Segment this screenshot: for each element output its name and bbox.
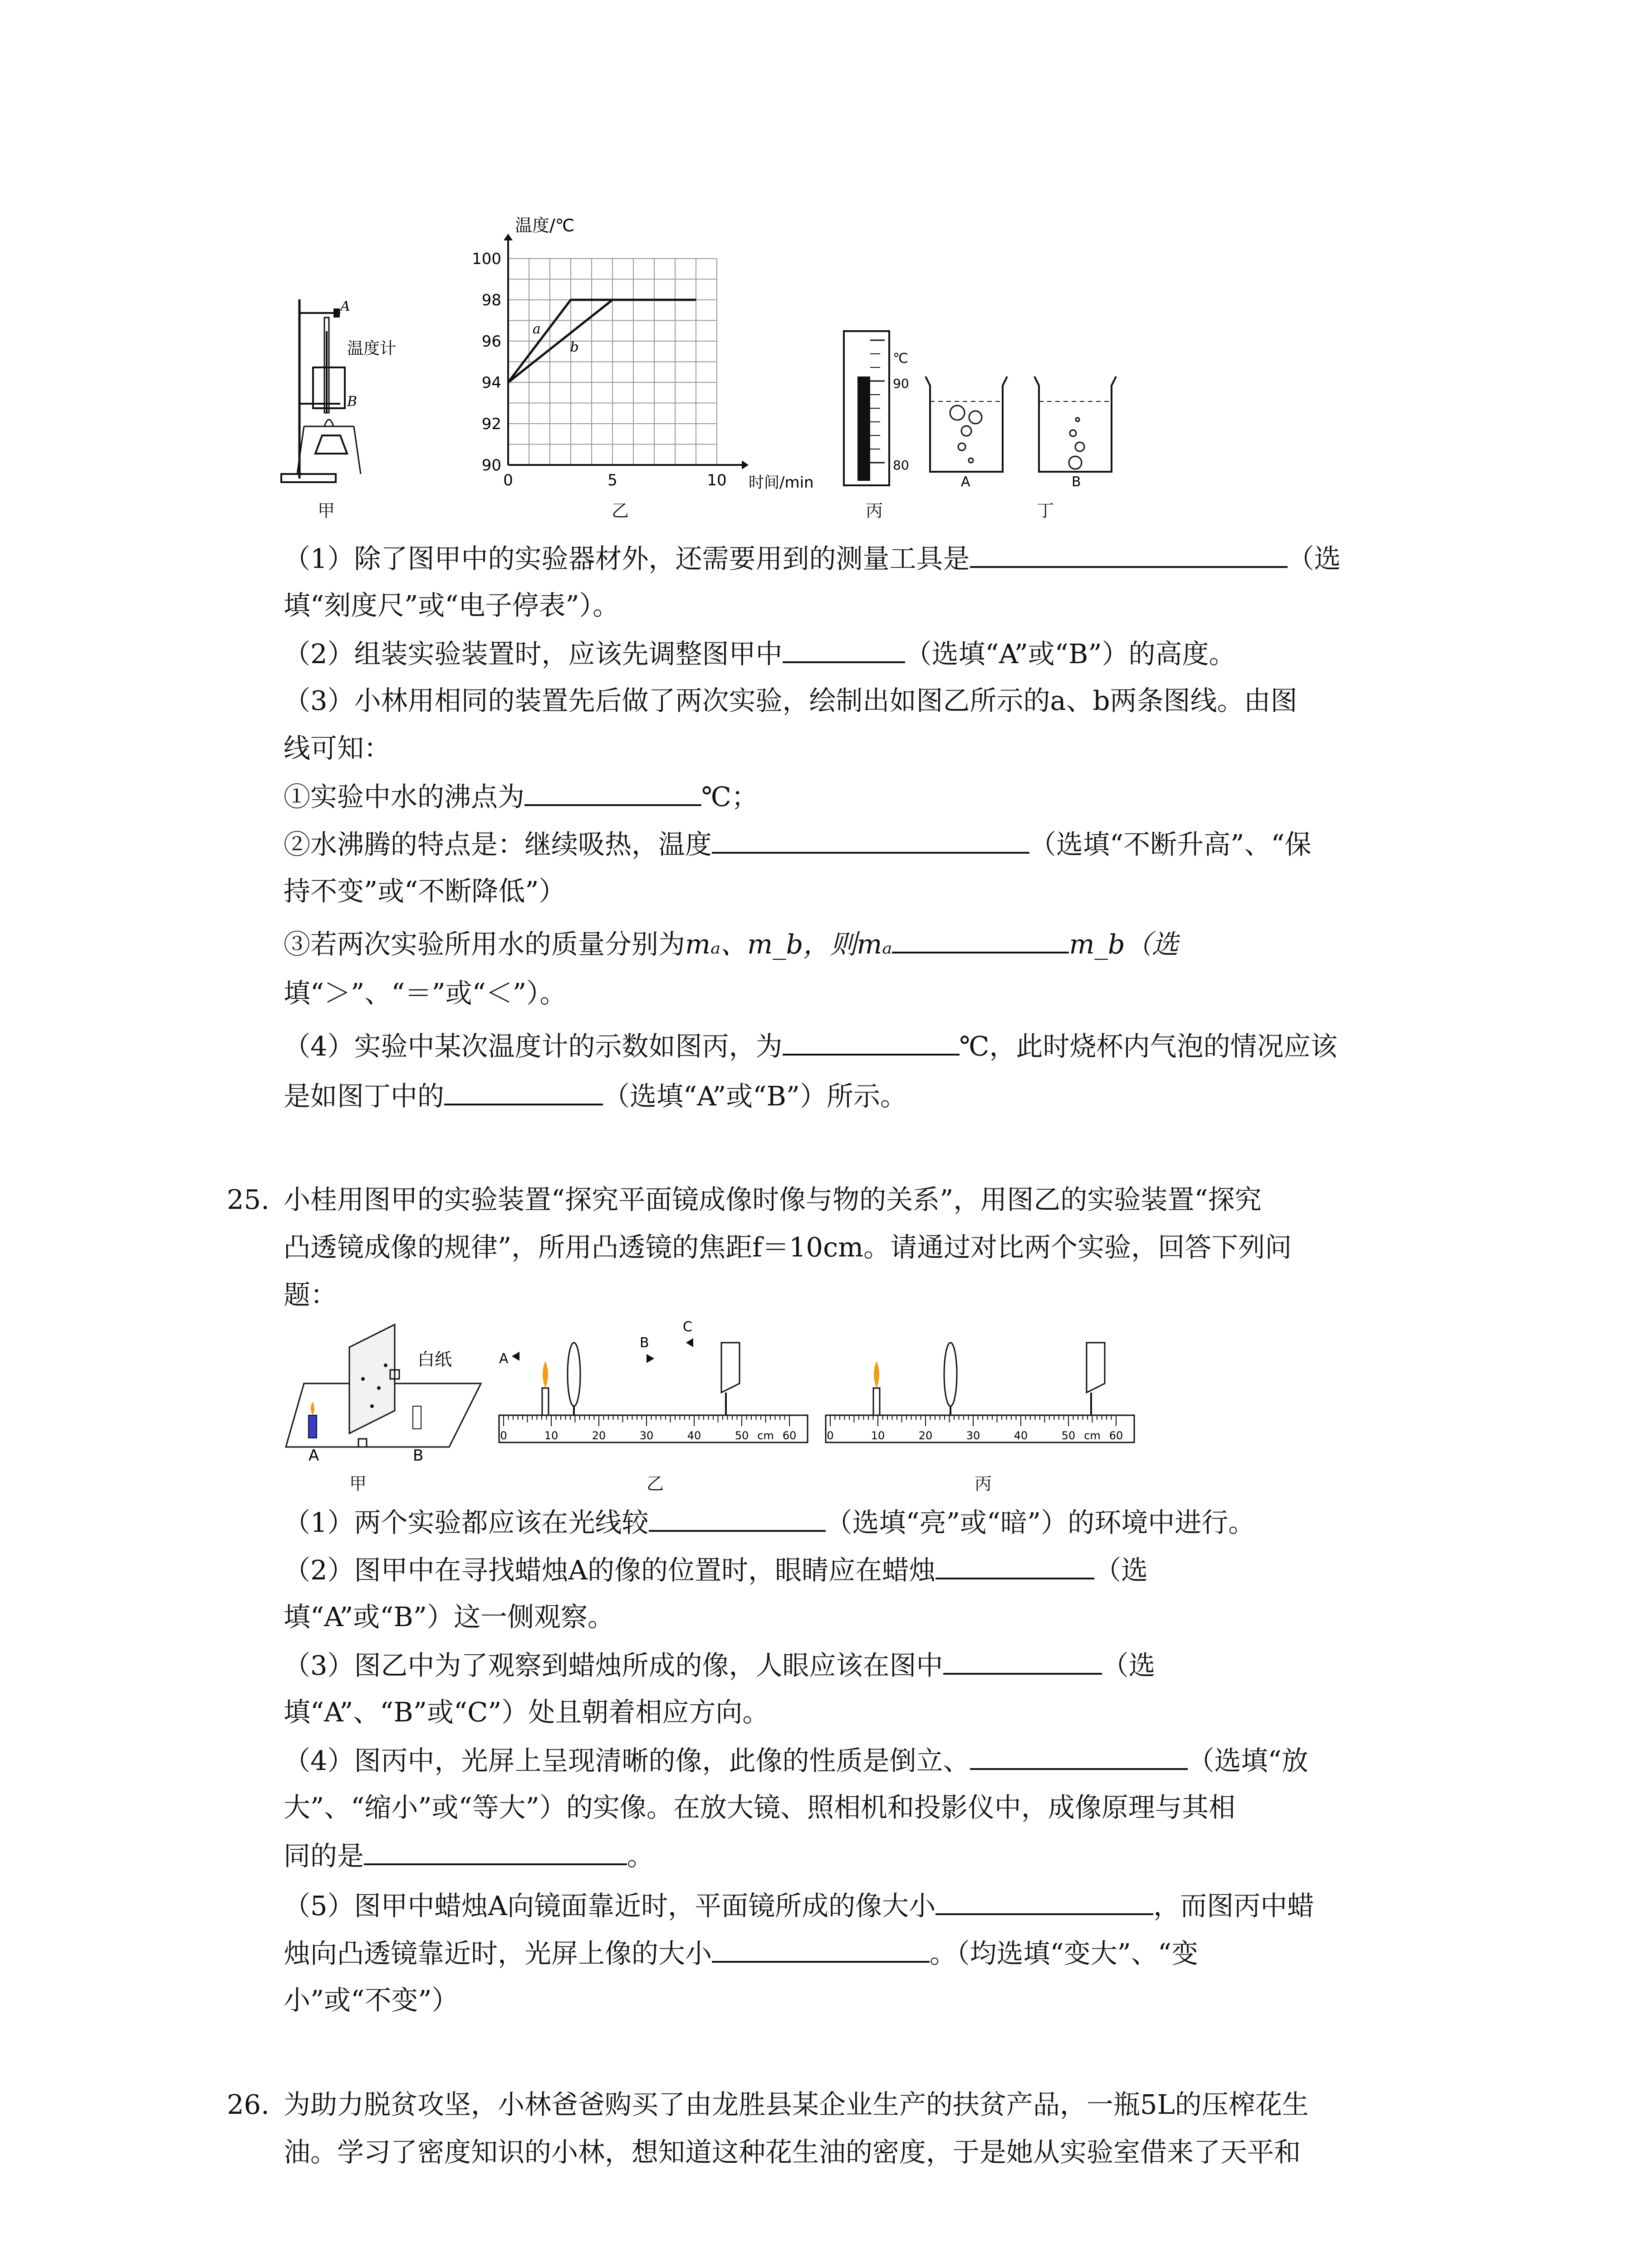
series-label-a: a xyxy=(532,321,541,337)
thermo-tick-90: 90 xyxy=(893,376,909,391)
ruler-label: 20 xyxy=(592,1429,606,1442)
ruler-label: 0 xyxy=(500,1429,507,1442)
q25-p1: （1）两个实验都应该在光线较 （选填“亮”或“暗”）的环境中进行。 xyxy=(284,1504,1255,1541)
q25-line-3: 题： xyxy=(284,1279,338,1310)
ruler-label: 60 xyxy=(782,1429,797,1442)
q26-line-1: 为助力脱贫攻坚，小林爸爸购买了由龙胜县某企业生产的扶贫产品，一瓶5L的压榨花生 xyxy=(284,2089,1309,2120)
q24-line-7: ②水沸腾的特点是：继续吸热，温度 （选填“不断升高”、“保 xyxy=(284,826,1312,863)
y-tick-label: 100 xyxy=(472,250,501,268)
thermo-tick-80: 80 xyxy=(893,458,909,473)
eye-b-icon xyxy=(647,1354,654,1363)
thermo-unit: ℃ xyxy=(893,351,908,367)
ruler-label: 40 xyxy=(1014,1429,1028,1442)
q25-p2: （2）图甲中在寻找蜡烛A的像的位置时，眼睛应在蜡烛 （选 xyxy=(284,1551,1148,1589)
ruler-label: 0 xyxy=(827,1429,834,1442)
y-tick-label: 98 xyxy=(481,291,501,309)
ruler-label: 50 xyxy=(735,1429,749,1442)
q25-line-2: 凸透镜成像的规律”，所用凸透镜的焦距f＝10cm。请通过对比两个实验，回答下列问 xyxy=(284,1232,1292,1263)
x-tick-label: 5 xyxy=(607,471,617,489)
eye-a-icon xyxy=(512,1352,519,1361)
label-thermometer: 温度计 xyxy=(347,339,397,358)
q25-p3: （3）图乙中为了观察到蜡烛所成的像，人眼应该在图中 （选 xyxy=(284,1647,1156,1684)
figure-jia-apparatus xyxy=(272,290,426,485)
q25-blank-2[interactable] xyxy=(936,1551,1094,1579)
beaker-a-label: A xyxy=(961,474,970,490)
chart-xlabel: 时间/min xyxy=(749,474,814,492)
caption-bing: 丙 xyxy=(866,501,883,521)
q24-line-11: （4）实验中某次温度计的示数如图丙，为 ℃，此时烧杯内气泡的情况应该 xyxy=(284,1027,1337,1065)
x-tick-label: 0 xyxy=(503,471,513,489)
figure-optical-bench-bing xyxy=(821,1311,1139,1465)
caption-25-yi: 乙 xyxy=(647,1474,664,1494)
q25-blank-5[interactable] xyxy=(364,1837,627,1865)
candle-a-label: A xyxy=(309,1447,319,1465)
q24-blank-4[interactable] xyxy=(712,826,1029,854)
ruler-label: 30 xyxy=(639,1429,654,1442)
q25-number: 25. xyxy=(227,1184,269,1215)
caption-ding: 丁 xyxy=(1037,501,1054,521)
ruler-label: 30 xyxy=(966,1429,980,1442)
q24-line-2: 填“刻度尺”或“电子停表”）。 xyxy=(284,590,620,621)
q24-line-6: ①实验中水的沸点为 ℃； xyxy=(284,778,758,815)
q25-p3c: 填“A”、“B”或“C”）处且朝着相应方向。 xyxy=(284,1696,769,1728)
q25-p5c: 烛向凸透镜靠近时，光屏上像的大小 。（均选填“变大”、“变 xyxy=(284,1935,1198,1972)
ruler-label: 10 xyxy=(544,1429,558,1442)
q24-blank-1[interactable] xyxy=(970,540,1288,568)
q24-line-3: （2）组装实验装置时，应该先调整图甲中 （选填“A”或“B”）的高度。 xyxy=(284,635,1236,672)
q24-line-4: （3）小林用相同的装置先后做了两次实验，绘制出如图乙所示的a、b两条图线。由图 xyxy=(284,685,1298,716)
ruler-label: 40 xyxy=(687,1429,701,1442)
q24-blank-7[interactable] xyxy=(444,1077,603,1105)
q24-line-5: 线可知： xyxy=(284,733,391,764)
caption-25-bing: 丙 xyxy=(975,1474,992,1494)
q25-blank-7[interactable] xyxy=(712,1935,930,1963)
q24-line-9: ③若两次实验所用水的质量分别为mₐ、m_b，则mₐ m_b（选 xyxy=(284,925,1179,963)
ruler-label: 50 xyxy=(1061,1429,1076,1442)
q25-blank-1[interactable] xyxy=(649,1504,826,1532)
q24-line-1: （1）除了图甲中的实验器材外，还需要用到的测量工具是 （选 xyxy=(284,540,1341,577)
caption-25-jia: 甲 xyxy=(349,1474,367,1494)
figure-optical-bench-yi xyxy=(495,1311,812,1465)
figure-ding-beakers xyxy=(916,367,1130,494)
beaker-b-label: B xyxy=(1072,474,1081,490)
q26-line-2: 油。学习了密度知识的小林，想知道这种花生油的密度，于是她从实验室借来了天平和 xyxy=(284,2136,1301,2168)
q25-p5: （5）图甲中蜡烛A向镜面靠近时，平面镜所成的像大小 ，而图丙中蜡 xyxy=(284,1887,1314,1924)
q25-p5e: 小”或“不变”） xyxy=(284,1984,459,2016)
label-a: A xyxy=(340,298,350,314)
q24-line-8: 持不变”或“不断降低”） xyxy=(284,875,566,907)
chart-ylabel: 温度/℃ xyxy=(515,215,575,235)
ruler-yi xyxy=(499,1415,808,1442)
y-tick-label: 96 xyxy=(481,332,501,351)
y-tick-label: 94 xyxy=(481,374,501,392)
figure-bing-thermometer xyxy=(835,327,916,499)
q25-blank-3[interactable] xyxy=(943,1647,1102,1675)
ruler-label: cm xyxy=(1084,1429,1101,1442)
y-axis-arrow xyxy=(504,234,513,240)
series-label-b: b xyxy=(570,339,579,355)
temperature-time-chart xyxy=(463,213,853,503)
q25-p4c: 大”、“缩小”或“等大”）的实像。在放大镜、照相机和投影仪中，成像原理与其相 xyxy=(284,1792,1235,1823)
x-axis-arrow xyxy=(742,460,749,469)
figure-mirror-setup xyxy=(281,1320,490,1470)
q25-blank-6[interactable] xyxy=(936,1887,1153,1915)
ruler-label: 10 xyxy=(871,1429,885,1442)
paper-label: 白纸 xyxy=(417,1349,452,1369)
caption-jia: 甲 xyxy=(318,501,335,521)
ruler-label: 60 xyxy=(1109,1429,1123,1442)
caption-yi: 乙 xyxy=(612,501,629,521)
eye-c-label: C xyxy=(683,1319,692,1335)
q24-blank-2[interactable] xyxy=(783,635,905,663)
q26-number: 26. xyxy=(227,2089,269,2120)
y-tick-label: 90 xyxy=(481,456,501,474)
q24-line-10: 填“＞”、“＝”或“＜”）。 xyxy=(284,978,567,1009)
q24-line-12: 是如图丁中的 （选填“A”或“B”）所示。 xyxy=(284,1077,907,1114)
q24-blank-6[interactable] xyxy=(783,1027,960,1056)
ruler-label: cm xyxy=(757,1429,774,1442)
y-tick-label: 92 xyxy=(481,415,501,433)
q25-blank-4[interactable] xyxy=(970,1742,1188,1770)
x-tick-label: 10 xyxy=(707,471,727,489)
q25-line-1: 小桂用图甲的实验装置“探究平面镜成像时像与物的关系”，用图乙的实验装置“探究 xyxy=(284,1184,1262,1215)
candle-b-label: B xyxy=(413,1447,424,1465)
q25-p4d: 同的是 。 xyxy=(284,1837,654,1874)
eye-a-label: A xyxy=(499,1351,509,1367)
q25-p4: （4）图丙中，光屏上呈现清晰的像，此像的性质是倒立、 （选填“放 xyxy=(284,1742,1308,1779)
label-b: B xyxy=(347,394,358,410)
q25-p2c: 填“A”或“B”）这一侧观察。 xyxy=(284,1601,614,1633)
ruler-label: 20 xyxy=(918,1429,933,1442)
q24-blank-5[interactable] xyxy=(892,925,1069,953)
eye-c-icon xyxy=(686,1338,693,1347)
eye-b-label: B xyxy=(640,1335,649,1351)
ruler-bing xyxy=(826,1415,1134,1442)
q24-blank-3[interactable] xyxy=(524,778,701,806)
